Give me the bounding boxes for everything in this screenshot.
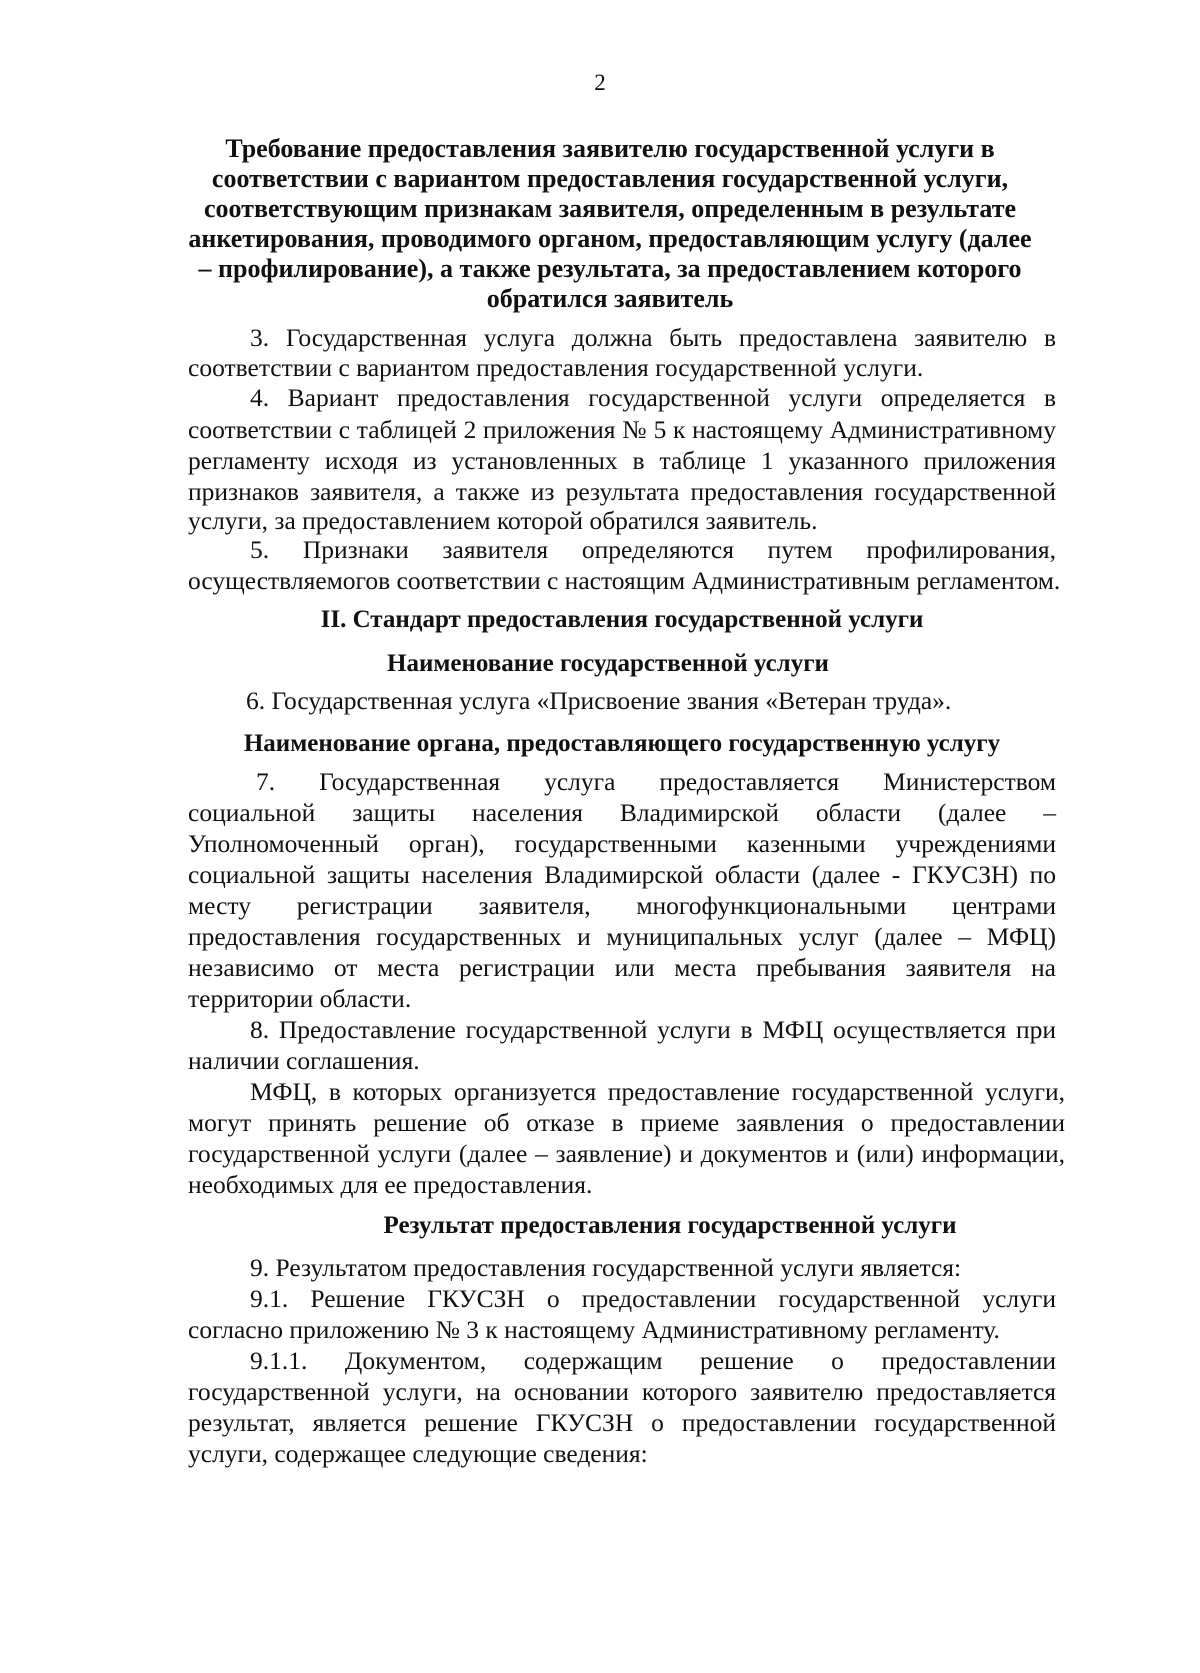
paragraph-8-line: наличии соглашения. (188, 1046, 420, 1075)
document-title (150, 134, 1070, 314)
paragraph-9-1-1-line: государственной услуги, на основании которого заявителю предоставляется (188, 1377, 1056, 1406)
title-line: соответствии с вариантом предоставления государственной услуги, (211, 164, 1009, 193)
paragraph-9: 9. Результатом предоставления государственной услуги является: (250, 1253, 962, 1282)
paragraph-3-line: 3. Государственная услуга должна быть предоставлена заявителю в (250, 323, 1056, 352)
paragraph-7-line: месту регистрации заявителя, многофункциональными центрами (188, 891, 1056, 920)
service-name-heading: Наименование государственной услуги (387, 650, 829, 677)
title-line: Требование предоставления заявителю государственной услуги в (225, 134, 995, 163)
paragraph-7-line: социальной защиты населения Владимирской области (далее - ГКУСЗН) по (188, 860, 1056, 889)
paragraph-4-line: регламенту исходя из установленных в таблице 1 указанного приложения (188, 446, 1056, 475)
mfc-paragraph-line: МФЦ, в которых организуется предоставление государственной услуги, (250, 1077, 1065, 1106)
title-line: анкетирования, проводимого органом, предоставляющим услугу (далее (188, 224, 1032, 253)
paragraph-7-line: независимо от места регистрации или места пребывания заявителя на (188, 953, 1056, 982)
paragraph-9-1-1-line: результат, является решение ГКУСЗН о предоставлении государственной (188, 1408, 1056, 1437)
paragraph-9-1-1-line: 9.1.1. Документом, содержащим решение о предоставлении (250, 1346, 1056, 1375)
paragraph-7-line: социальной защиты населения Владимирской области (далее – (188, 798, 1056, 827)
paragraph-7-line: предоставления государственных и муниципальных услуг (далее – МФЦ) (188, 922, 1056, 951)
page-number: 2 (594, 70, 606, 95)
paragraph-7-line: Уполномоченный орган), государственными казенными учреждениями (188, 829, 1056, 858)
title-line: соответствующим признакам заявителя, определенным в результате (203, 194, 1017, 223)
paragraph-3-line: соответствии с вариантом предоставления государственной услуги. (188, 353, 924, 382)
service-result-heading: Результат предоставления государственной услуги (383, 1212, 957, 1239)
paragraph-9-1-line: согласно приложению № 3 к настоящему Административному регламенту. (188, 1315, 1000, 1344)
paragraph-8-line: 8. Предоставление государственной услуги в МФЦ осуществляется при (250, 1015, 1056, 1044)
paragraph-4-line: 4. Вариант предоставления государственной услуги определяется в (250, 383, 1056, 412)
paragraph-7-line: территории области. (188, 984, 412, 1013)
paragraph-5-line: осуществляемогов соответствии с настоящим Административным регламентом. (188, 566, 1061, 595)
service-organ-heading: Наименование органа, предоставляющего государственную услугу (243, 730, 1001, 757)
paragraph-4-line: признаков заявителя, а также из результата предоставления государственной (188, 477, 1056, 506)
title-line: обратился заявитель (486, 284, 734, 313)
paragraph-4-line: соответствии с таблицей 2 приложения № 5 к настоящему Административному (188, 415, 1056, 444)
paragraph-9-1-line: 9.1. Решение ГКУСЗН о предоставлении государственной услуги (250, 1284, 1056, 1313)
paragraph-7-line: 7. Государственная услуга предоставляется Министерством (256, 767, 1056, 796)
paragraph-4-line: услуги, за предоставлением которой обратился заявитель. (188, 506, 818, 535)
mfc-paragraph-line: необходимых для ее предоставления. (188, 1170, 593, 1199)
mfc-paragraph-line: могут принять решение об отказе в приеме заявления о предоставлении (188, 1108, 1065, 1137)
mfc-paragraph-line: государственной услуги (далее – заявление) и документов и (или) информации, (188, 1139, 1065, 1168)
paragraph-6: 6. Государственная услуга «Присвоение звания «Ветеран труда». (246, 686, 952, 715)
section-2-title: II. Стандарт предоставления государственной услуги (320, 606, 924, 633)
paragraph-5-line: 5. Признаки заявителя определяются путем профилирования, (250, 535, 1056, 564)
paragraph-9-1-1-line: услуги, содержащее следующие сведения: (188, 1439, 648, 1468)
title-line: – профилирование), а также результата, за предоставлением которого (198, 254, 1022, 283)
